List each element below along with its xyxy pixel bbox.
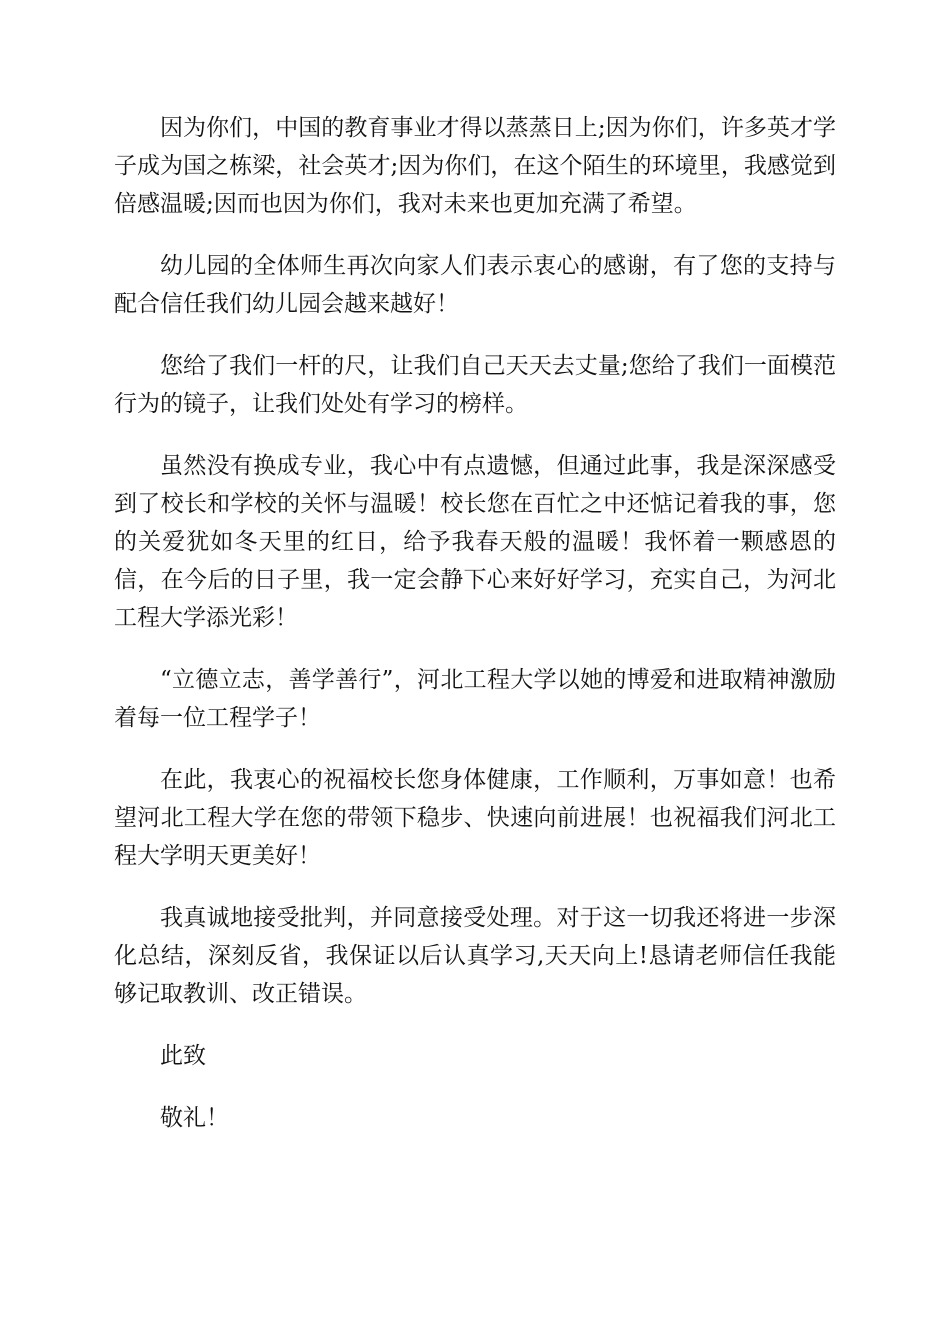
closing-salutation: 此致	[160, 1043, 206, 1069]
paragraph-4: 虽然没有换成专业，我心中有点遗憾，但通过此事，我是深深感受到了校长和学校的关怀与温暖！校长您在百忙之中还惦记着我的事，您的关爱犹如冬天里的红日，给予我春天般的温暖！我怀着一颗感恩的信，在今后的日子里，我一定会静下心来好好学习，充实自己，为河北工程大学添光彩！	[114, 453, 836, 631]
paragraph-6: 在此，我衷心的祝福校长您身体健康，工作顺利，万事如意！也希望河北工程大学在您的带领下稳步、快速向前进展！也祝福我们河北工程大学明天更美好！	[114, 767, 836, 869]
document-body	[114, 109, 836, 1161]
paragraph-2: 幼儿园的全体师生再次向家人们表示衷心的感谢，有了您的支持与配合信任我们幼儿园会越来越好！	[114, 253, 836, 317]
paragraph-1: 因为你们，中国的教育事业才得以蒸蒸日上;因为你们，许多英才学子成为国之栋梁，社会英才;因为你们，在这个陌生的环境里，我感觉到倍感温暖;因而也因为你们，我对未来也更加充满了希望。	[114, 115, 836, 217]
paragraph-3: 您给了我们一杆的尺，让我们自己天天去丈量;您给了我们一面模范行为的镜子，让我们处处有学习的榜样。	[114, 353, 836, 417]
closing-regards: 敬礼！	[160, 1105, 229, 1131]
paragraph-5: “立德立志，善学善行”，河北工程大学以她的博爱和进取精神激励着每一位工程学子！	[114, 667, 836, 731]
paragraph-7: 我真诚地接受批判，并同意接受处理。对于这一切我还将进一步深化总结，深刻反省，我保证以后认真学习,天天向上!恳请老师信任我能够记取教训、改正错误。	[114, 905, 836, 1007]
